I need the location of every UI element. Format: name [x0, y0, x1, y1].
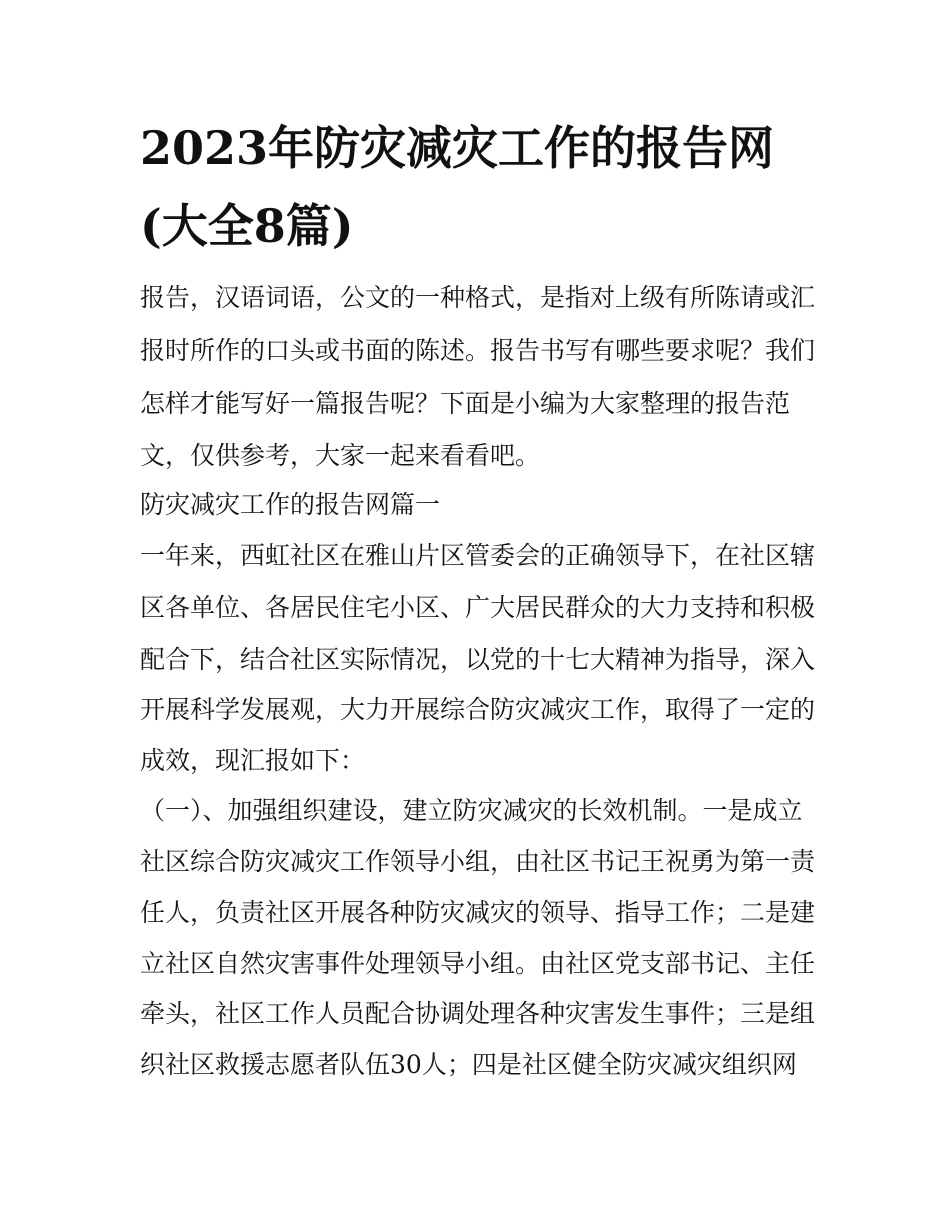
paragraph-line-2: 区各单位、各居民住宅小区、广大居民群众的大力支持和积极 [140, 593, 816, 622]
paragraph-line-11: 织社区救援志愿者队伍30人；四是社区健全防灾减灾组织网 [140, 1050, 797, 1079]
paragraph-line-8: 任人，负责社区开展各种防灾减灾的领导、指导工作；二是建 [140, 898, 816, 927]
intro-line-2: 报时所作的口头或书面的陈述。报告书写有哪些要求呢？我们 [140, 336, 816, 365]
intro-line-1: 报告，汉语词语，公文的一种格式，是指对上级有所陈请或汇 [140, 283, 816, 312]
intro-line-3: 怎样才能写好一篇报告呢？下面是小编为大家整理的报告范 [140, 389, 791, 418]
paragraph-line-7: 社区综合防灾减灾工作领导小组，由社区书记王祝勇为第一责 [140, 847, 816, 876]
intro-line-4: 文，仅供参考，大家一起来看看吧。 [140, 441, 541, 470]
document-title-line-2: (大全8篇) [140, 199, 354, 253]
paragraph-line-5: 成效，现汇报如下： [140, 746, 366, 775]
document-title-line-1: 2023年防灾减灾工作的报告网 [140, 121, 775, 175]
paragraph-line-4: 开展科学发展观，大力开展综合防灾减灾工作，取得了一定的 [140, 695, 816, 724]
section-heading-1: 防灾减灾工作的报告网篇一 [140, 490, 441, 519]
paragraph-line-9: 立社区自然灾害事件处理领导小组。由社区党支部书记、主任 [140, 949, 816, 978]
paragraph-line-3: 配合下，结合社区实际情况，以党的十七大精神为指导，深入 [140, 645, 816, 674]
paragraph-line-6: （一）、加强组织建设，建立防灾减灾的长效机制。一是成立 [140, 796, 803, 825]
paragraph-line-1: 一年来，西虹社区在雅山片区管委会的正确领导下，在社区辖 [140, 541, 816, 570]
paragraph-line-10: 牵头，社区工作人员配合协调处理各种灾害发生事件；三是组 [140, 999, 816, 1028]
